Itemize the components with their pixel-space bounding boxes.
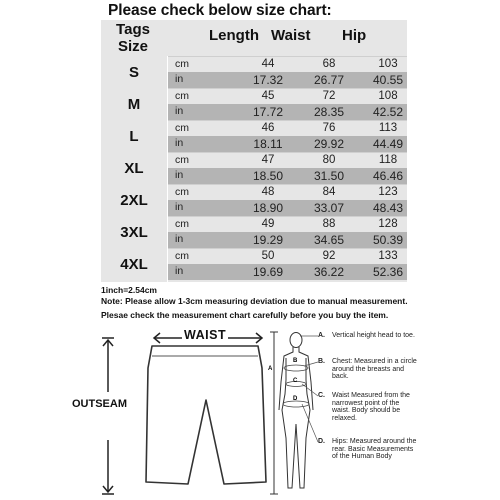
unit-label: cm [175, 122, 189, 134]
table-cell: 17.32 [252, 73, 284, 87]
unit-label: cm [175, 186, 189, 198]
outseam-arrow [98, 336, 118, 496]
table-cell: 29.92 [313, 137, 345, 151]
size-name: S [128, 63, 139, 81]
size-row-group [101, 216, 407, 248]
column-divider [167, 56, 168, 282]
table-cell: 18.50 [252, 169, 284, 183]
size-name: 3XL [120, 223, 148, 241]
table-cell: 19.29 [252, 233, 284, 247]
table-cell: 45 [261, 90, 275, 102]
figure-letter-d: D [293, 396, 298, 402]
legend-text: Hips: Measured around the rear. Basic Measurements of the Human Body [332, 438, 417, 460]
table-cell: 50 [261, 250, 275, 262]
table-cell: 72 [322, 90, 336, 102]
size-name: L [129, 127, 139, 145]
legend-letter: A. [318, 332, 325, 339]
table-cell: 44 [261, 58, 275, 70]
legend-letter: B. [318, 358, 325, 365]
table-cell: 42.52 [372, 105, 404, 119]
table-cell: 34.65 [313, 233, 345, 247]
unit-label: cm [175, 250, 189, 262]
legend-pointers [300, 322, 320, 500]
table-row [167, 136, 407, 152]
legend-text: Waist Measured from the narrowest point of the waist. Body should be relaxed. [332, 392, 410, 422]
table-cell: 48.43 [372, 201, 404, 215]
table-cell: 17.72 [252, 105, 284, 119]
table-row [167, 88, 407, 105]
unit-label: in [175, 105, 184, 117]
legend-letter: D. [318, 438, 325, 445]
tags-size-header [107, 21, 159, 55]
legend-text: Chest: Measured in a circle around the breasts and back. [332, 358, 417, 380]
figure-letter-a: A [268, 366, 273, 372]
conversion-note: 1inch=2.54cm [101, 285, 157, 295]
table-cell: 36.22 [313, 265, 345, 279]
size-row-group [101, 88, 407, 120]
size-name: XL [124, 159, 144, 177]
table-cell: 123 [378, 186, 398, 198]
unit-label: in [175, 73, 184, 85]
table-row [167, 216, 407, 233]
size-row-group [101, 184, 407, 216]
table-cell: 18.90 [252, 201, 284, 215]
size-row-group [101, 248, 407, 280]
size-name: M [127, 95, 141, 113]
header-waist: Waist [271, 27, 311, 44]
table-cell: 133 [378, 250, 398, 262]
legend-text: Vertical height head to toe. [332, 332, 415, 339]
legend-letter: C. [318, 392, 325, 399]
table-cell: 84 [322, 186, 336, 198]
table-cell: 50.39 [372, 233, 404, 247]
page-title: Please check below size chart: [108, 2, 332, 19]
table-cell: 113 [378, 122, 398, 134]
table-cell: 103 [378, 58, 398, 70]
table-row [167, 264, 407, 280]
shorts-icon [140, 342, 270, 492]
table-cell: 31.50 [313, 169, 345, 183]
figure-letter-c: C [293, 378, 298, 384]
table-cell: 47 [261, 154, 275, 166]
unit-label: in [175, 169, 184, 181]
tags-label: Tags [116, 21, 150, 38]
table-cell: 92 [322, 250, 336, 262]
table-cell: 49 [261, 218, 275, 230]
table-row [167, 120, 407, 137]
table-cell: 46.46 [372, 169, 404, 183]
header-hip: Hip [342, 27, 367, 44]
table-cell: 44.49 [372, 137, 404, 151]
measurement-diagram [0, 322, 500, 500]
unit-label: cm [175, 90, 189, 102]
size-name: 4XL [120, 255, 148, 273]
waist-label: WAIST [184, 328, 227, 342]
unit-label: in [175, 137, 184, 149]
table-cell: 118 [378, 154, 398, 166]
header-length: Length [209, 27, 259, 44]
table-row [167, 232, 407, 248]
table-cell: 19.69 [252, 265, 284, 279]
table-cell: 80 [322, 154, 336, 166]
unit-label: cm [175, 154, 189, 166]
size-chart-table [101, 20, 407, 282]
table-cell: 40.55 [372, 73, 404, 87]
table-cell: 18.11 [253, 137, 283, 151]
table-cell: 48 [261, 186, 275, 198]
table-cell: 76 [322, 122, 336, 134]
figure-letter-b: B [293, 358, 298, 364]
size-name: 2XL [120, 191, 148, 209]
table-row [167, 72, 407, 88]
table-cell: 33.07 [313, 201, 345, 215]
table-cell: 68 [322, 58, 336, 70]
unit-label: in [175, 265, 184, 277]
check-note: Plesae check the measurement chart carefully before you buy the item. [101, 310, 389, 320]
table-cell: 26.77 [313, 73, 345, 87]
table-cell: 28.35 [313, 105, 345, 119]
size-row-group [101, 56, 407, 88]
table-row [167, 104, 407, 120]
table-cell: 128 [378, 218, 398, 230]
unit-label: in [175, 233, 184, 245]
unit-label: cm [175, 58, 189, 70]
size-row-group [101, 152, 407, 184]
unit-label: in [175, 201, 184, 213]
unit-label: cm [175, 218, 189, 230]
table-row [167, 184, 407, 201]
table-row [167, 152, 407, 169]
table-cell: 46 [261, 122, 275, 134]
size-label: Size [117, 38, 148, 55]
size-row-group [101, 120, 407, 152]
table-row [167, 56, 407, 73]
table-row [167, 168, 407, 184]
outseam-label: OUTSEAM [72, 398, 127, 410]
table-cell: 88 [322, 218, 336, 230]
table-row [167, 248, 407, 265]
table-row [167, 200, 407, 216]
deviation-note: Note: Please allow 1-3cm measuring deviation due to manual measurement. [101, 296, 408, 306]
table-header [101, 20, 407, 56]
table-cell: 108 [378, 90, 398, 102]
table-cell: 52.36 [372, 265, 404, 279]
